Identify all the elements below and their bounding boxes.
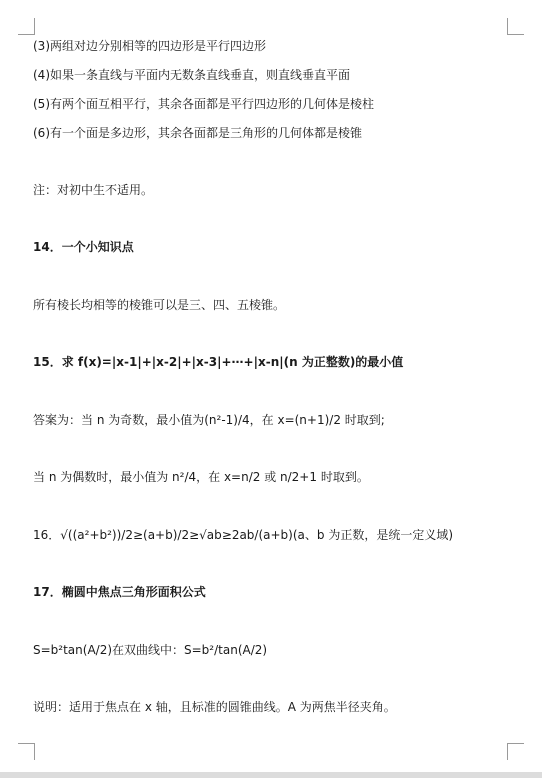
- list-item: (5)有两个面互相平行，其余各面都是平行四边形的几何体是棱柱: [33, 97, 375, 111]
- section-17-heading: 17．椭圆中焦点三角形面积公式: [33, 585, 206, 599]
- section-16-inequality: 16．√((a²+b²))/2≥(a+b)/2≥√ab≥2ab/(a+b)(a、b 为正数，是统一定义域): [33, 528, 454, 542]
- list-item: (6)有一个面是多边形，其余各面都是三角形的几何体都是棱锥: [33, 126, 363, 140]
- page-corner-mark: [18, 743, 35, 760]
- section-14-body: 所有棱长均相等的棱锥可以是三、四、五棱锥。: [33, 298, 286, 312]
- section-15-answer-even: 当 n 为偶数时，最小值为 n²/4，在 x=n/2 或 n/2+1 时取到。: [33, 470, 369, 484]
- section-14-heading: 14．一个小知识点: [33, 240, 134, 254]
- list-item: (4)如果一条直线与平面内无数条直线垂直，则直线垂直平面: [33, 68, 351, 82]
- section-15-heading: 15．求 f(x)=|x-1|+|x-2|+|x-3|+⋯+|x-n|(n 为正整数)的最小值: [33, 355, 404, 369]
- section-17-formula: S=b²tan(A/2)在双曲线中：S=b²/tan(A/2): [33, 643, 268, 657]
- section-15-answer-odd: 答案为：当 n 为奇数，最小值为(n²-1)/4，在 x=(n+1)/2 时取到;: [33, 413, 385, 427]
- note-text: 注：对初中生不适用。: [33, 183, 154, 197]
- page-corner-mark: [18, 18, 35, 35]
- page-corner-mark: [507, 743, 524, 760]
- page-bottom-divider: [0, 772, 542, 778]
- page-corner-mark: [507, 18, 524, 35]
- section-17-explanation: 说明：适用于焦点在 x 轴，且标准的圆锥曲线。A 为两焦半径夹角。: [33, 700, 396, 714]
- list-item: (3)两组对边分别相等的四边形是平行四边形: [33, 39, 266, 53]
